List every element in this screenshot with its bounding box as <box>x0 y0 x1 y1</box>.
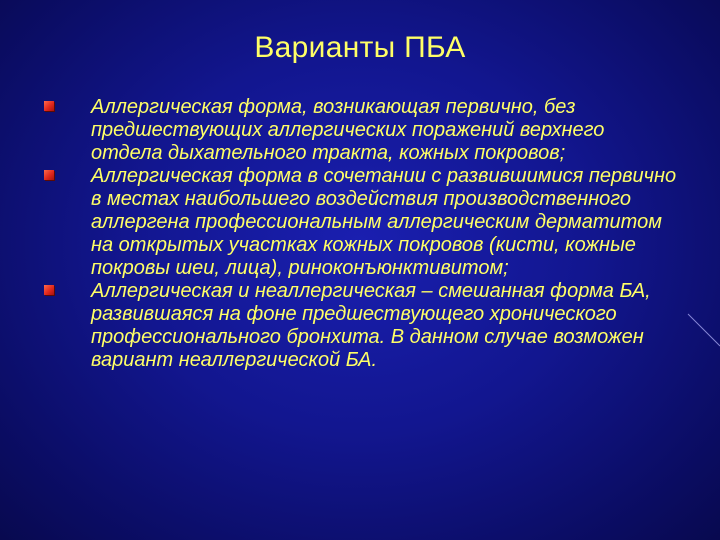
red-square-bullet-icon <box>44 170 54 180</box>
slide-title: Варианты ПБА <box>254 31 466 64</box>
bullet-item <box>40 165 680 280</box>
bullet-item <box>40 280 680 372</box>
red-square-bullet-icon <box>44 285 54 295</box>
bullet-list <box>40 96 680 372</box>
bullet-item <box>40 96 680 165</box>
bullet-text: Аллергическая и неаллергическая – смешанная форма БА, развившаяся на фоне предшествующего хронического профессионального бронхита. В данном случае возможен вариант неаллергической БА. <box>91 280 651 371</box>
decorative-line <box>680 300 720 360</box>
red-square-bullet-icon <box>44 101 54 111</box>
bullet-text: Аллергическая форма, возникающая первично, без предшествующих аллергических поражений верхнего отдела дыхательного тракта, кожных покровов; <box>91 96 605 164</box>
bullet-text: Аллергическая форма в сочетании с развившимися первично в местах наибольшего воздействия производственного аллергена профессиональным аллергическим дерматитом на открытых участках кожных покровов (кисти, кожные покровы шеи, лица), риноконъюнктивитом; <box>91 165 677 279</box>
